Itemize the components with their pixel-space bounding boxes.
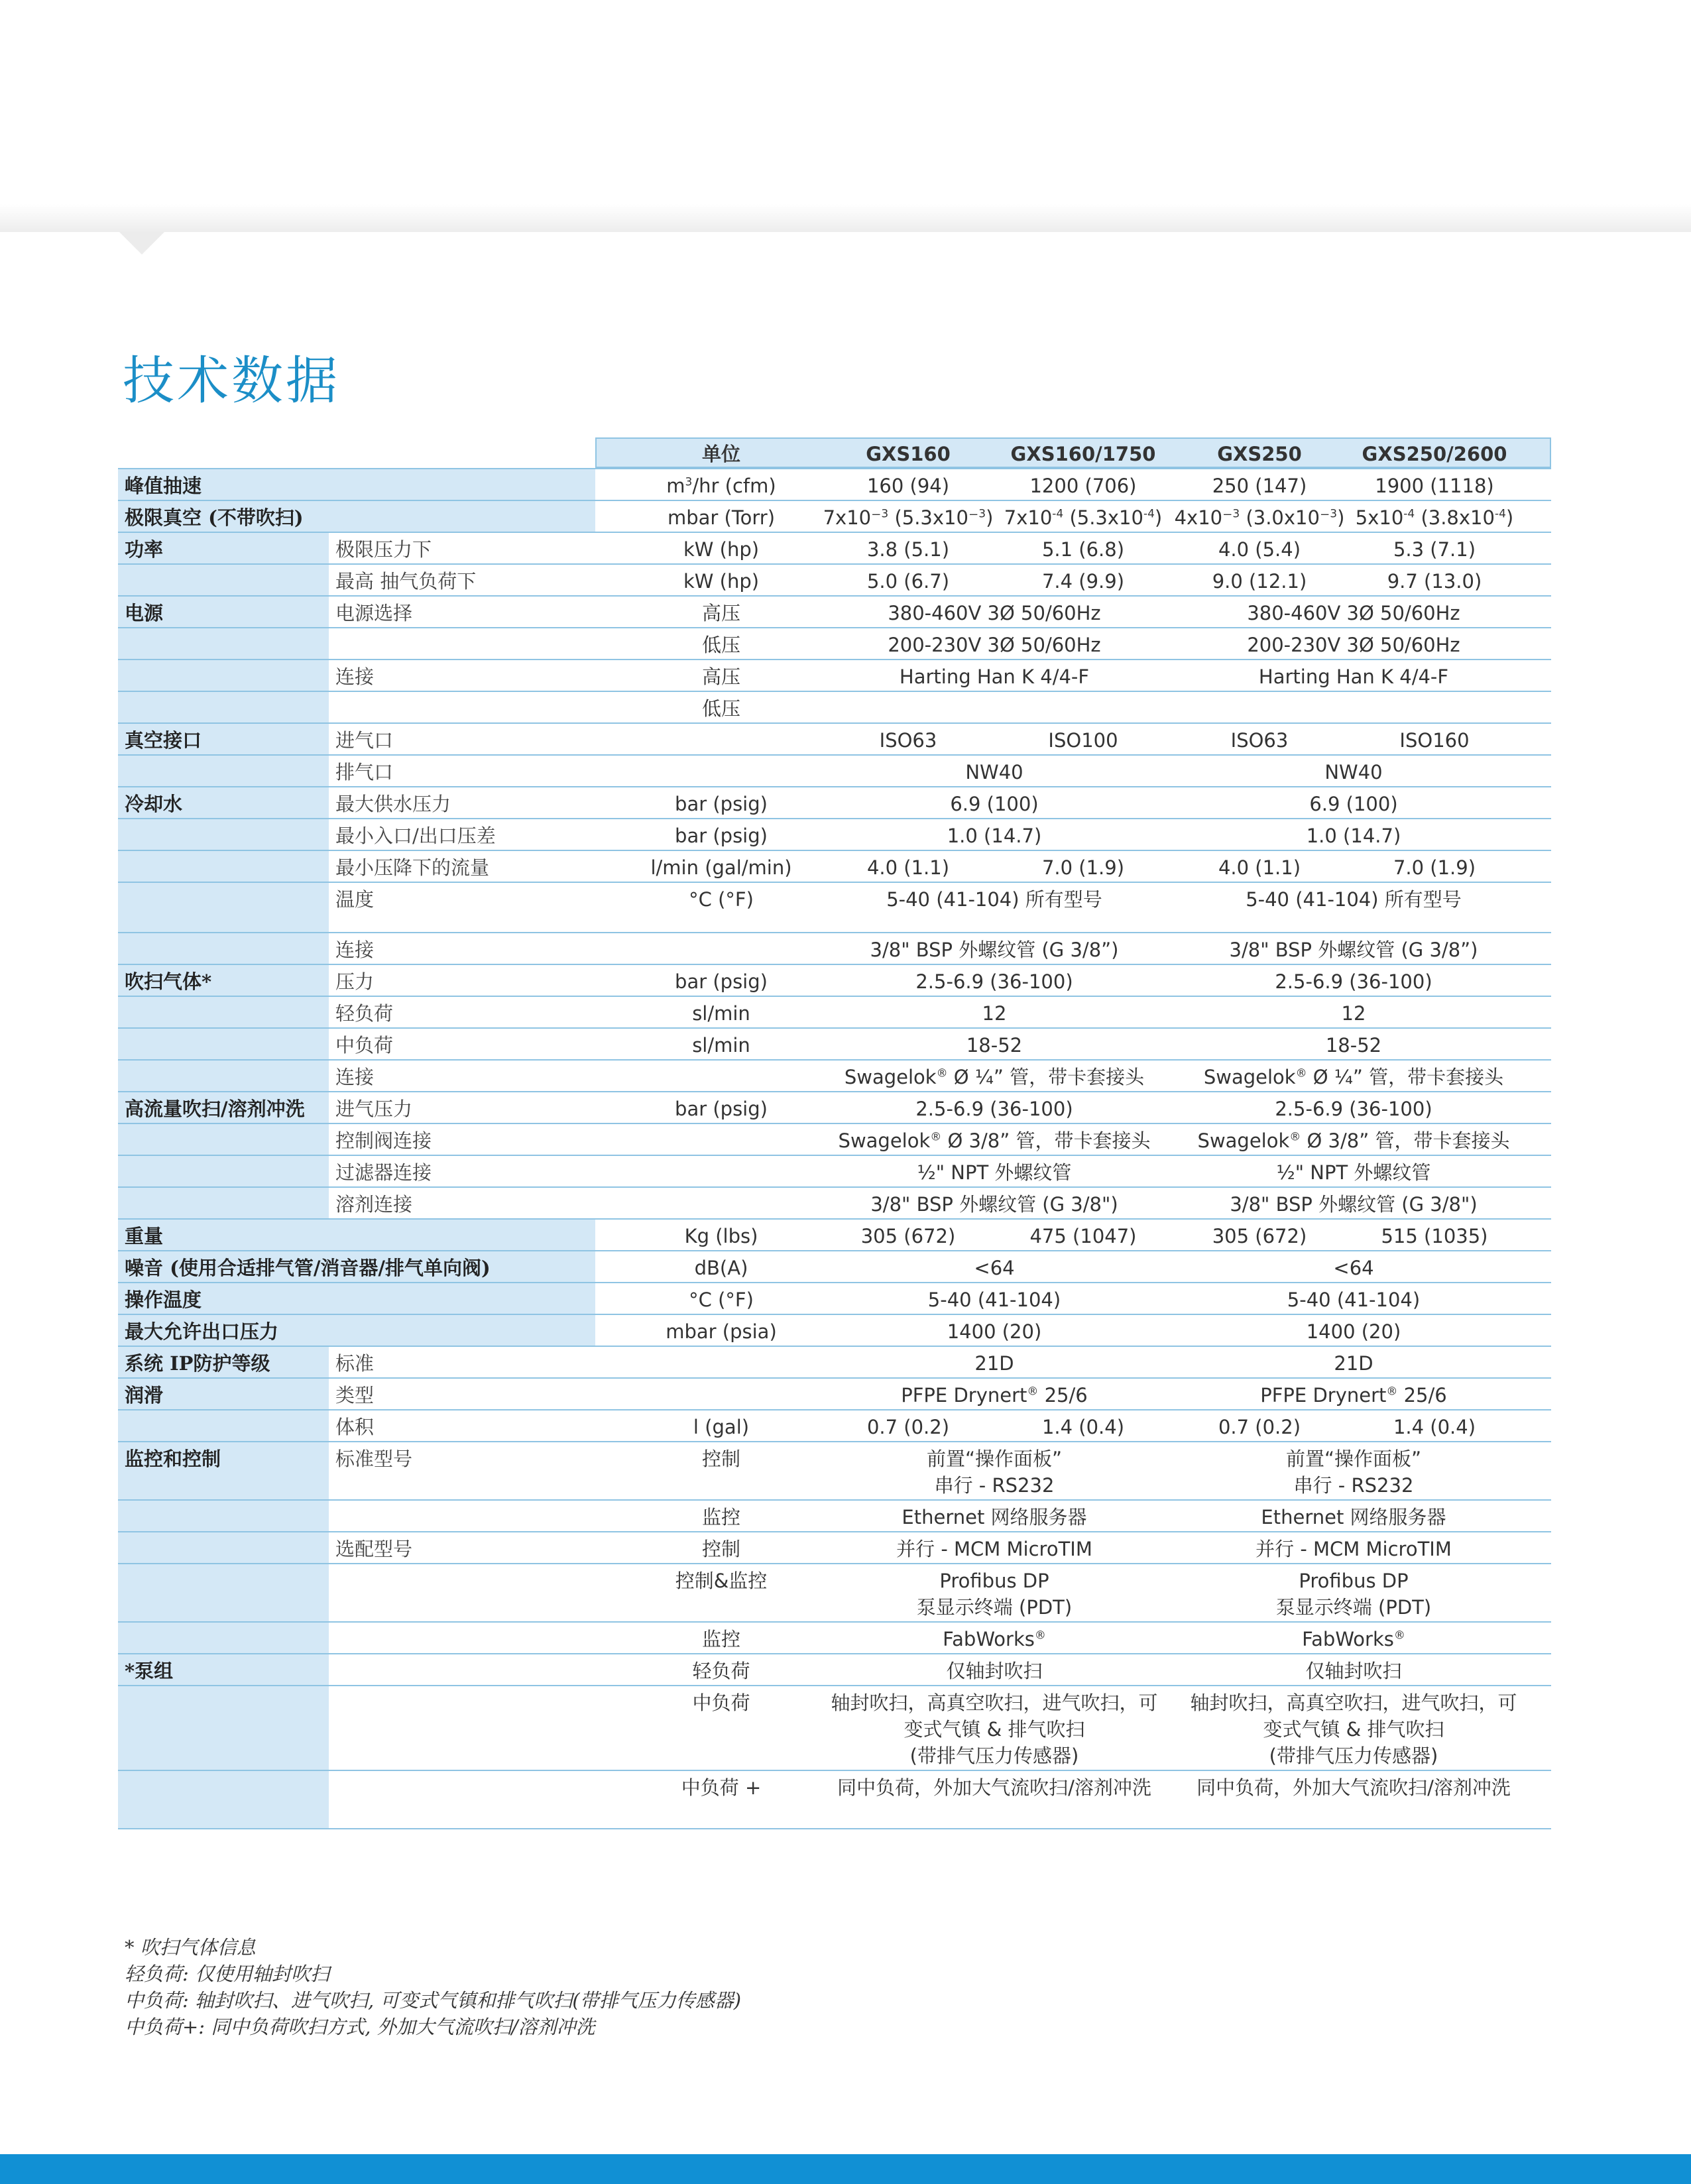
spec-value: ISO160 (1399, 729, 1470, 752)
footer-band (0, 2154, 1691, 2184)
row-label: 峰值抽速 (125, 475, 202, 497)
spec-value: NW40 (965, 761, 1023, 783)
row-label: 极限真空 (不带吹扫) (125, 506, 304, 529)
row-unit: Kg (lbs) (684, 1225, 758, 1247)
row-label: 操作温度 (125, 1289, 202, 1311)
table-row (118, 469, 1551, 501)
spec-value: 1200 (706) (1029, 475, 1137, 497)
table-row (118, 1188, 1551, 1220)
spec-value: 5.1 (6.8) (1041, 538, 1125, 561)
row-sublabel: 电源选择 (335, 602, 413, 624)
row-unit: 低压 (701, 634, 740, 656)
spec-value: 4.0 (5.4) (1218, 538, 1301, 561)
spec-value: 同中负荷，外加大气流吹扫/溶剂冲洗 (837, 1776, 1151, 1799)
table-header-row (118, 437, 1551, 469)
spec-value: $7x10^{-4}$ $(5.3x10^{-4})$ (1004, 506, 1163, 529)
spec-value: Swagelok® Ø ¼” 管，带卡套接头 (844, 1066, 1145, 1088)
spec-value: Profibus DP 泵显示终端 (PDT) (916, 1570, 1073, 1619)
spec-value: 2.5-6.9 (36-100) (1275, 1098, 1432, 1120)
spec-value: 7.0 (1.9) (1393, 856, 1476, 879)
spec-value: 0.7 (0.2) (1218, 1416, 1301, 1438)
spec-value: 5.0 (6.7) (866, 570, 950, 593)
spec-value: 1400 (20) (947, 1320, 1042, 1343)
spec-value: FabWorks® (943, 1628, 1046, 1650)
row-sublabel: 排气口 (335, 761, 394, 783)
page-title: 技术数据 (123, 351, 341, 411)
spec-value: <64 (1333, 1257, 1374, 1279)
spec-value: 9.0 (12.1) (1212, 570, 1307, 593)
table-row (118, 787, 1551, 819)
row-sublabel: 最小压降下的流量 (335, 856, 490, 879)
row-label: 功率 (125, 538, 164, 561)
row-sublabel: 标准型号 (335, 1448, 413, 1470)
spec-value: 轴封吹扫，高真空吹扫，进气吹扫，可变式气镇 & 排气吹扫 (带排气压力传感器) (1190, 1692, 1517, 1767)
spec-value: 3/8" BSP 外螺纹管 (G 3/8”) (870, 939, 1119, 961)
row-sublabel: 进气口 (335, 729, 394, 752)
row-unit: mbar (Torr) (667, 506, 776, 529)
table-row (118, 851, 1551, 883)
spec-value: Swagelok® Ø ¼” 管，带卡套接头 (1203, 1066, 1504, 1088)
row-sublabel: 控制阀连接 (335, 1129, 432, 1152)
row-unit: mbar (psia) (666, 1320, 777, 1343)
table-row (118, 1379, 1551, 1410)
row-unit: bar (psig) (675, 825, 768, 847)
row-label: *泵组 (125, 1660, 174, 1682)
row-unit: °C (°F) (689, 1289, 754, 1311)
row-unit: °C (°F) (689, 888, 754, 911)
table-row (118, 1029, 1551, 1061)
spec-value: 250 (147) (1212, 475, 1307, 497)
table-row (118, 724, 1551, 756)
spec-value: 同中负荷，外加大气流吹扫/溶剂冲洗 (1196, 1776, 1511, 1799)
row-sublabel: 极限压力下 (335, 538, 432, 561)
spec-value: 200-230V 3Ø 50/60Hz (1247, 634, 1460, 656)
spec-value: Harting Han K 4/4-F (1258, 665, 1449, 688)
spec-value: ISO100 (1048, 729, 1118, 752)
table-row (118, 965, 1551, 997)
row-unit: 控制 (701, 1538, 740, 1560)
row-sublabel: 选配型号 (335, 1538, 413, 1560)
row-unit: $m^3/hr$ (cfm) (666, 475, 776, 497)
table-row (118, 883, 1551, 933)
row-unit: 中负荷 (692, 1692, 750, 1714)
spec-value: PFPE Drynert® 25/6 (901, 1384, 1088, 1407)
table-row (118, 1347, 1551, 1379)
spec-value: 6.9 (100) (950, 793, 1039, 815)
spec-value: 0.7 (0.2) (866, 1416, 950, 1438)
table-row (118, 933, 1551, 965)
spec-value: 2.5-6.9 (36-100) (915, 970, 1073, 993)
table-row (118, 1442, 1551, 1501)
spec-value: 21D (974, 1352, 1014, 1375)
spec-value: 18-52 (966, 1034, 1023, 1057)
spec-value: 4.0 (1.1) (866, 856, 950, 879)
spec-value: 305 (672) (860, 1225, 956, 1247)
row-unit: 中负荷 + (681, 1776, 762, 1799)
footnotes (125, 1934, 741, 2040)
spec-value: 1.4 (0.4) (1393, 1416, 1476, 1438)
spec-value: 并行 - MCM MicroTIM (1255, 1538, 1452, 1560)
spec-value: 轴封吹扫，高真空吹扫，进气吹扫，可变式气镇 & 排气吹扫 (带排气压力传感器) (831, 1692, 1158, 1767)
row-sublabel: 标准 (335, 1352, 375, 1375)
spec-value: NW40 (1324, 761, 1383, 783)
spec-value: 2.5-6.9 (36-100) (915, 1098, 1073, 1120)
spec-value: 12 (1341, 1002, 1366, 1025)
row-unit: l/min (gal/min) (650, 856, 792, 879)
spec-value: 2.5-6.9 (36-100) (1275, 970, 1432, 993)
spec-table (118, 437, 1551, 1829)
table-row (118, 1532, 1551, 1564)
row-sublabel: 温度 (335, 888, 375, 911)
row-label: 系统 IP防护等级 (125, 1352, 270, 1375)
spec-value: 1.0 (14.7) (947, 825, 1042, 847)
row-label: 重量 (125, 1225, 164, 1247)
row-unit: 低压 (701, 697, 740, 720)
model-header: GXS250/2600 (1362, 443, 1507, 465)
spec-value: 18-52 (1325, 1034, 1382, 1057)
spec-value: 160 (94) (866, 475, 950, 497)
row-sublabel: 过滤器连接 (335, 1161, 432, 1184)
spec-value: PFPE Drynert® 25/6 (1260, 1384, 1447, 1407)
spec-value: 5-40 (41-104) 所有型号 (886, 888, 1102, 911)
row-sublabel: 类型 (335, 1384, 375, 1407)
table-row (118, 1623, 1551, 1654)
spec-value: ISO63 (879, 729, 937, 752)
spec-value: 3/8" BSP 外螺纹管 (G 3/8”) (1229, 939, 1478, 961)
row-unit: 监控 (701, 1506, 740, 1528)
spec-value: 4x10⁻$^3$ (3.0x10⁻$^3$) (1174, 506, 1345, 529)
unit-header: 单位 (701, 443, 740, 465)
row-sublabel: 压力 (335, 970, 375, 993)
row-sublabel: 最大供水压力 (335, 793, 451, 815)
row-unit: bar (psig) (675, 970, 768, 993)
row-sublabel: 中负荷 (335, 1034, 394, 1057)
spec-value: 仅轴封吹扫 (1305, 1660, 1402, 1682)
spec-value: 前置“操作面板” 串行 - RS232 (926, 1448, 1063, 1497)
row-unit: 高压 (701, 602, 740, 624)
spec-value: 7.4 (9.9) (1041, 570, 1125, 593)
row-label: 噪音 (使用合适排气管/消音器/排气单向阀) (125, 1257, 491, 1279)
table-row (118, 1061, 1551, 1092)
spec-value: 5-40 (41-104) (927, 1289, 1061, 1311)
table-row (118, 660, 1551, 692)
model-header: GXS160/1750 (1010, 443, 1156, 465)
spec-value: ½" NPT 外螺纹管 (1276, 1161, 1431, 1184)
table-row (118, 1771, 1551, 1829)
spec-value: 380-460V 3Ø 50/60Hz (1247, 602, 1460, 624)
row-sublabel: 进气压力 (335, 1098, 413, 1120)
model-header: GXS160 (866, 443, 951, 465)
table-row (118, 1501, 1551, 1532)
spec-value: 5.3 (7.1) (1393, 538, 1476, 561)
spec-value: Profibus DP 泵显示终端 (PDT) (1275, 1570, 1432, 1619)
spec-value: 7.0 (1.9) (1041, 856, 1125, 879)
table-row (118, 1092, 1551, 1124)
table-row (118, 1315, 1551, 1347)
table-row (118, 597, 1551, 628)
row-unit: 高压 (701, 665, 740, 688)
table-row (118, 692, 1551, 724)
spec-value: 1.4 (0.4) (1041, 1416, 1125, 1438)
row-label: 润滑 (125, 1384, 164, 1407)
spec-value: 3.8 (5.1) (866, 538, 950, 561)
row-label: 高流量吹扫/溶剂冲洗 (125, 1098, 305, 1120)
spec-value: 12 (982, 1002, 1007, 1025)
row-sublabel: 体积 (335, 1416, 375, 1438)
row-unit: 监控 (701, 1628, 740, 1650)
top-band (0, 0, 1691, 232)
row-label: 监控和控制 (125, 1448, 221, 1470)
spec-value: 1900 (1118) (1375, 475, 1494, 497)
footnote-line: 中负荷+: 同中负荷吹扫方式, 外加大气流吹扫/溶剂冲洗 (125, 2016, 595, 2038)
table-row (118, 1283, 1551, 1315)
spec-value: 200-230V 3Ø 50/60Hz (888, 634, 1101, 656)
spec-value: 仅轴封吹扫 (946, 1660, 1043, 1682)
row-label: 电源 (125, 602, 164, 624)
spec-value: 5-40 (41-104) 所有型号 (1246, 888, 1462, 911)
spec-value: 前置“操作面板” 串行 - RS232 (1285, 1448, 1422, 1497)
table-row (118, 628, 1551, 660)
spec-value: 475 (1047) (1029, 1225, 1137, 1247)
table-row (118, 1220, 1551, 1251)
row-sublabel: 连接 (335, 665, 375, 688)
spec-value: 3/8" BSP 外螺纹管 (G 3/8") (1230, 1193, 1478, 1216)
row-unit: dB(A) (694, 1257, 748, 1279)
spec-value: ISO63 (1230, 729, 1289, 752)
spec-value: $5x10^{-4}$ $(3.8x10^{-4})$ (1355, 506, 1514, 529)
row-unit: 控制 (701, 1448, 740, 1470)
row-sublabel: 连接 (335, 939, 375, 961)
spec-value: 5-40 (41-104) (1287, 1289, 1421, 1311)
table-row (118, 1124, 1551, 1156)
spec-value: Harting Han K 4/4-F (899, 665, 1090, 688)
spec-value: 305 (672) (1212, 1225, 1307, 1247)
table-row (118, 565, 1551, 597)
spec-value: 并行 - MCM MicroTIM (896, 1538, 1092, 1560)
table-row (118, 1654, 1551, 1686)
row-sublabel: 轻负荷 (335, 1002, 394, 1025)
spec-value: 3/8" BSP 外螺纹管 (G 3/8") (870, 1193, 1118, 1216)
table-row (118, 1410, 1551, 1442)
row-unit: bar (psig) (675, 1098, 768, 1120)
row-label: 吹扫气体* (125, 970, 212, 993)
spec-value: 7x10⁻$^3$ (5.3x10⁻$^3$) (823, 506, 994, 529)
spec-value: 9.7 (13.0) (1387, 570, 1482, 593)
spec-value: Ethernet 网络服务器 (1261, 1506, 1446, 1528)
table-row (118, 533, 1551, 565)
table-row (118, 1156, 1551, 1188)
row-unit: sl/min (692, 1002, 750, 1025)
spec-value: 1.0 (14.7) (1306, 825, 1401, 847)
spec-value: 380-460V 3Ø 50/60Hz (888, 602, 1101, 624)
row-unit: l (gal) (693, 1416, 750, 1438)
spec-value: FabWorks® (1302, 1628, 1405, 1650)
row-sublabel: 最小入口/出口压差 (335, 825, 496, 847)
row-label: 真空接口 (125, 729, 202, 752)
spec-value: ½" NPT 外螺纹管 (917, 1161, 1072, 1184)
table-row (118, 819, 1551, 851)
spec-value: Swagelok® Ø 3/8” 管，带卡套接头 (838, 1129, 1151, 1152)
row-sublabel: 最高 抽气负荷下 (335, 570, 477, 593)
row-label: 最大允许出口压力 (125, 1320, 279, 1343)
spec-value: 4.0 (1.1) (1218, 856, 1301, 879)
spec-value: <64 (974, 1257, 1015, 1279)
spec-value: 515 (1035) (1381, 1225, 1488, 1247)
footnote-line: 轻负荷: 仅使用轴封吹扫 (125, 1963, 329, 1985)
spec-value: Swagelok® Ø 3/8” 管，带卡套接头 (1197, 1129, 1510, 1152)
row-unit: sl/min (692, 1034, 750, 1057)
table-row (118, 1251, 1551, 1283)
row-unit: kW (hp) (683, 570, 760, 593)
model-header: GXS250 (1217, 443, 1302, 465)
spec-value: 1400 (20) (1306, 1320, 1401, 1343)
spec-value: Ethernet 网络服务器 (902, 1506, 1087, 1528)
table-row (118, 1564, 1551, 1623)
table-row (118, 501, 1551, 533)
row-unit: kW (hp) (683, 538, 760, 561)
table-row (118, 1686, 1551, 1771)
row-unit: 控制&监控 (675, 1570, 768, 1592)
table-row (118, 997, 1551, 1029)
footnote-line: 中负荷: 轴封吹扫、进气吹扫, 可变式气镇和排气吹扫(带排气压力传感器) (125, 1989, 742, 2012)
row-sublabel: 溶剂连接 (335, 1193, 413, 1216)
footnote-line: * 吹扫气体信息 (125, 1936, 256, 1959)
table-row (118, 756, 1551, 787)
header-notch (119, 232, 164, 255)
row-unit: 轻负荷 (692, 1660, 750, 1682)
row-unit: bar (psig) (675, 793, 768, 815)
spec-value: 21D (1334, 1352, 1373, 1375)
row-sublabel: 连接 (335, 1066, 375, 1088)
spec-value: 6.9 (100) (1309, 793, 1398, 815)
row-label: 冷却水 (125, 793, 183, 815)
